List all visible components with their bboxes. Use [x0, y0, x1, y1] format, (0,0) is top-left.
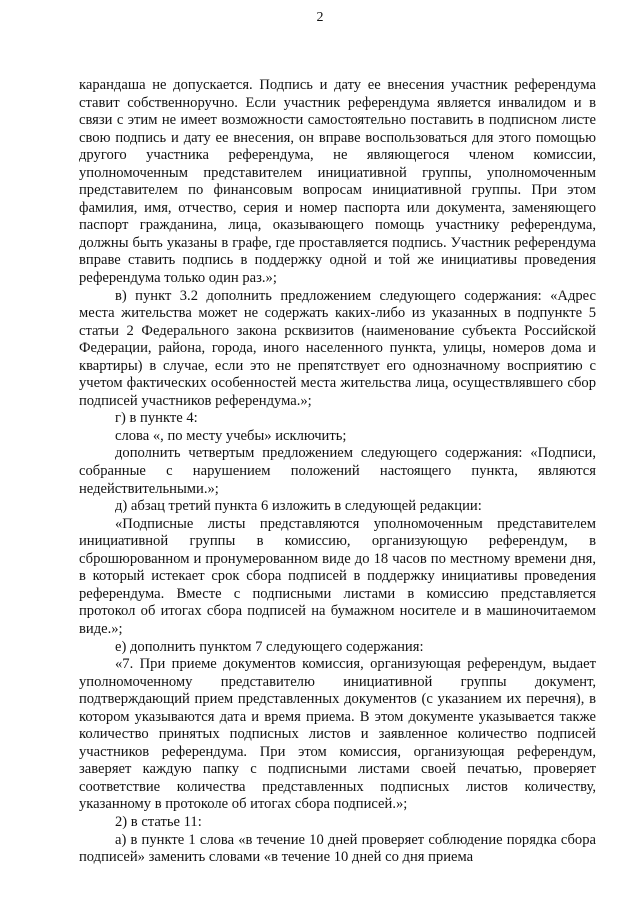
- paragraph-quote-point-7: «7. При приеме документов комиссия, организующая референдум, выдает уполномоченному представителю инициативной группы документ, подтверждающий прием представленных документов (с указанием их перечня), в котором указываются дата и время приема. В этом документе указывается также количество принятых подписных листов и заявленное количество подписей участников референдума. При этом комиссия, организующая референдум, заверяет каждую папку с подписными листами своей печатью, проверяет соответствие количества представленных подписных листов количеству, указанному в протоколе об итогах сбора подписей.»;: [79, 656, 596, 813]
- paragraph-item-v: в) пункт 3.2 дополнить предложением следующего содержания: «Адрес места жительства может не содержать каких-либо из указанных в подпункте 5 статьи 2 Федерального закона рсквизитов (наименование субъекта Российской Федерации, района, города, иного населенного пункта, улицы, номеров дома и квартиры) в случае, если это не препятствует его однозначному восприятию с учетом фактических особенностей места жительства лица, осуществлявшего сбор подписей участников референдума.»;: [79, 287, 596, 409]
- page-number: 2: [316, 10, 324, 25]
- paragraph-item-d: д) абзац третий пункта 6 изложить в следующей редакции:: [115, 498, 482, 515]
- document-body: [79, 77, 596, 867]
- paragraph-quote-signature-sheets: «Подписные листы представляются уполномоченным представителем инициативной группы в комиссию, организующую референдум, в сброшюрованном и пронумерованном виде до 18 часов по местному времени дня, в который истекает срок сбора подписей в поддержку инициативы проведения референдума. Вместе с подписными листами в комиссию представляется протокол об итогах сбора подписей на бумажном носителе и в машиночитаемом виде.»;: [79, 515, 596, 637]
- paragraph-item-g: г) в пункте 4:: [115, 410, 198, 427]
- paragraph-item-a: а) в пункте 1 слова «в течение 10 дней проверяет соблюдение порядка сбора подписей» заменить словами «в течение 10 дней со дня приема: [79, 831, 596, 866]
- paragraph-item-e: е) дополнить пунктом 7 следующего содержания:: [115, 638, 424, 655]
- paragraph-continuation: карандаша не допускается. Подпись и дату ее внесения участник референдума ставит собственноручно. Если участник референдума является инвалидом и в связи с этим не имеет возможности самостоятельно поставить в подписном листе свою подпись и дату ее внесения, он вправе воспользоваться для этого помощью другого участника референдума, не являющегося членом комиссии, уполномоченным представителем инициативной группы, уполномоченным представителем по финансовым вопросам инициативной группы. При этом фамилия, имя, отчество, серия и номер паспорта или документа, заменяющего паспорт гражданина, лица, оказывающего помощь участнику референдума, должны быть указаны в графе, где проставляется подпись. Участник референдума вправе ставить подпись в поддержку одной и той же инициативы проведения референдума только один раз.»;: [79, 77, 596, 287]
- paragraph-exclude-words: слова «, по месту учебы» исключить;: [115, 427, 347, 444]
- paragraph-add-sentence: дополнить четвертым предложением следующего содержания: «Подписи, собранные с нарушением положений настоящего пункта, являются недействительными.»;: [79, 445, 596, 497]
- paragraph-article-11: 2) в статье 11:: [115, 813, 202, 830]
